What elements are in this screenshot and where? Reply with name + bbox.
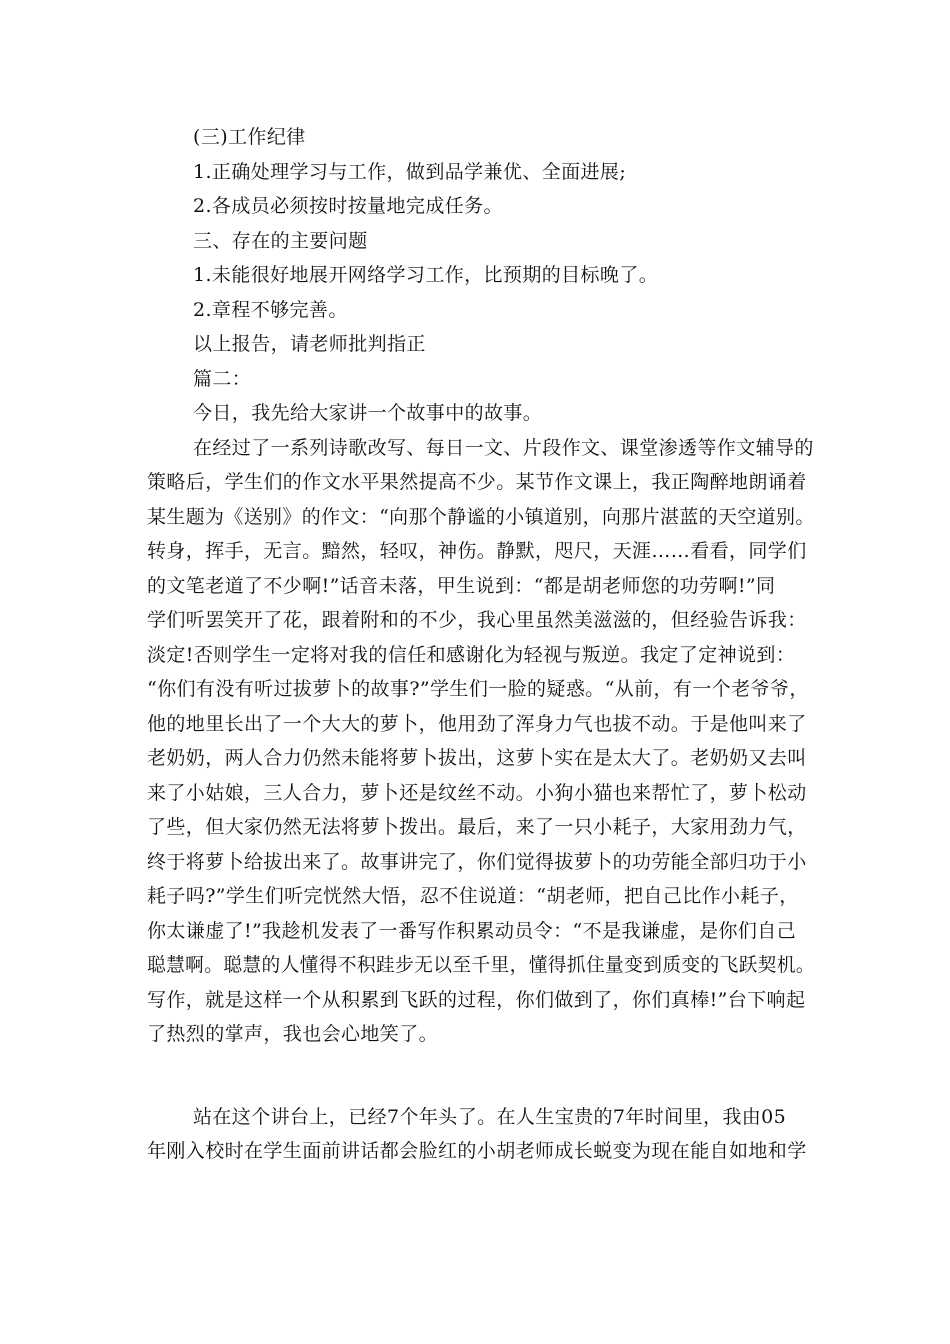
paragraph-line: 你太谦虚了!”我趁机发表了一番写作积累动员令：“不是我谦虚，是你们自己 (147, 920, 797, 942)
paragraph-line: 今日，我先给大家讲一个故事中的故事。 (193, 402, 543, 424)
closing-line: 以上报告，请老师批判指正 (193, 333, 426, 355)
paragraph-line: 耗子吗?”学生们听完恍然大悟，忍不住说道：“胡老师，把自己比作小耗子， (147, 885, 799, 907)
paragraph-line: 年刚入校时在学生面前讲话都会脸红的小胡老师成长蜕变为现在能自如地和学 (147, 1140, 807, 1162)
list-item: 1.正确处理学习与工作，做到品学兼优、全面进展; (193, 161, 627, 183)
paragraph-line: 来了小姑娘，三人合力，萝卜还是纹丝不动。小狗小猫也来帮忙了，萝卜松动 (147, 782, 807, 804)
list-item: 1.未能很好地展开网络学习工作，比预期的目标晚了。 (193, 264, 659, 286)
paragraph-line: “你们有没有听过拔萝卜的故事?”学生们一脸的疑惑。“从前，有一个老爷爷， (147, 678, 809, 700)
heading-main-problems: 三、存在的主要问题 (193, 230, 368, 252)
list-item: 2.各成员必须按时按量地完成任务。 (193, 195, 503, 217)
paragraph-line: 的文笔老道了不少啊!”话音未落，甲生说到：“都是胡老师您的功劳啊!”同 (147, 575, 776, 597)
paragraph-line: 老奶奶，两人合力仍然未能将萝卜拔出，这萝卜实在是太大了。老奶奶又去叫 (147, 747, 807, 769)
list-item: 2.章程不够完善。 (193, 299, 348, 321)
paragraph-line: 了些，但大家仍然无法将萝卜拨出。最后，来了一只小耗子，大家用劲力气， (147, 816, 807, 838)
section-heading-part-two: 篇二： (193, 368, 252, 390)
paragraph-line: 他的地里长出了一个大大的萝卜，他用劲了浑身力气也拔不动。于是他叫来了 (147, 713, 807, 735)
paragraph-line: 转身，挥手，无言。黯然，轻叹，神伤。静默，咫尺，天涯……看看，同学们 (147, 540, 807, 562)
paragraph-line: 淡定!否则学生一定将对我的信任和感谢化为轻视与叛逆。我定了定神说到： (147, 644, 796, 666)
paragraph-line: 策略后，学生们的作文水平果然提高不少。某节作文课上，我正陶醉地朗诵着 (147, 471, 807, 493)
paragraph-line: 站在这个讲台上，已经7个年头了。在人生宝贵的7年时间里，我由05 (193, 1106, 787, 1128)
paragraph-line: 写作，就是这样一个从积累到飞跃的过程，你们做到了，你们真棒!”台下响起 (147, 989, 806, 1011)
heading-work-discipline: (三)工作纪律 (193, 126, 306, 148)
paragraph-line: 聪慧啊。聪慧的人懂得不积跬步无以至千里，懂得抓住量变到质变的飞跃契机。 (147, 954, 816, 976)
paragraph-line: 在经过了一系列诗歌改写、每日一文、片段作文、课堂渗透等作文辅导的 (193, 437, 814, 459)
paragraph-line: 了热烈的掌声，我也会心地笑了。 (147, 1023, 439, 1045)
paragraph-line: 某生题为《送别》的作文：“向那个静谧的小镇道别，向那片湛蓝的天空道别。 (147, 506, 815, 528)
paragraph-line: 学们听罢笑开了花，跟着附和的不少，我心里虽然美滋滋的，但经验告诉我： (147, 609, 807, 631)
paragraph-line: 终于将萝卜给拔出来了。故事讲完了，你们觉得拔萝卜的功劳能全部归功于小 (147, 851, 807, 873)
